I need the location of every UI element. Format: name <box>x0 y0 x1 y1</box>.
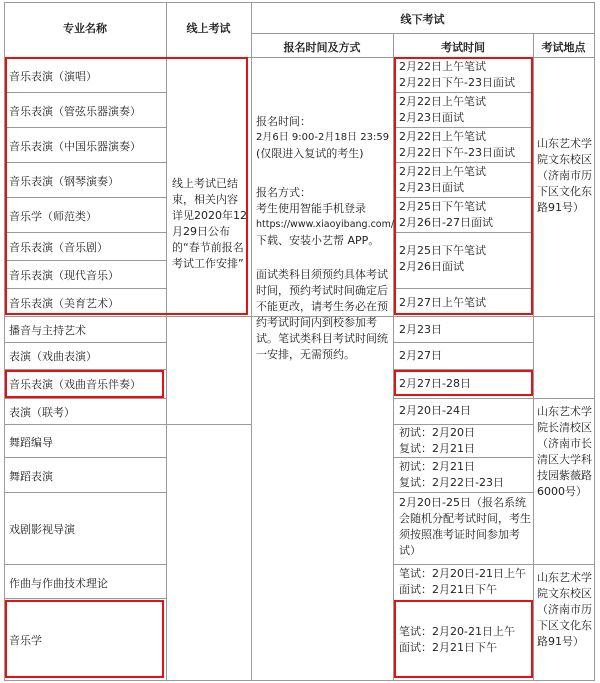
exam-time: 笔试：2月20-21日上午 <box>399 625 515 638</box>
exam-time: 2月25日下午笔试 <box>399 200 486 213</box>
exam-time: 2月26日-27日面试 <box>399 216 493 229</box>
exam-time: 2月25日下午笔试 <box>399 244 486 257</box>
major-name: 音乐表演（管弦乐器演奏） <box>9 105 141 118</box>
exam-time: 初试：2月20日 <box>399 426 475 439</box>
exam-time: 复试：2月22日-23日 <box>399 476 504 489</box>
header-exam-place: 考试地点 <box>541 41 586 54</box>
exam-time: 2月22日下午-23日面试 <box>399 76 515 89</box>
major-name: 音乐表演（现代音乐） <box>9 269 119 282</box>
exam-time: 2月20日-25日（报名系统会随机分配考试时间，考生须按照准考证时间参加考试） <box>399 496 531 557</box>
exam-time: 2月22日上午笔试 <box>399 60 486 73</box>
header-online: 线上考试 <box>186 22 231 35</box>
major-name: 音乐学（师范类） <box>9 210 97 223</box>
major-name: 音乐表演（钢琴演奏） <box>9 175 119 188</box>
exam-time: 复试：2月21日 <box>399 442 475 455</box>
exam-time: 2月22日上午笔试 <box>399 95 486 108</box>
reg-time-note: (仅限进入复试的考生) <box>256 147 364 160</box>
exam-time: 2月23日 <box>399 323 442 336</box>
major-name: 音乐表演（美育艺术） <box>9 297 119 310</box>
exam-time: 2月22日下午-23日面试 <box>399 146 515 159</box>
exam-time: 2月27日 <box>399 349 442 362</box>
exam-time: 2月22日上午笔试 <box>399 130 486 143</box>
major-name: 音乐学 <box>9 634 42 647</box>
reg-interview-note: 面试类科目须预约具体考试时间，预约考试时间确定后不能更改，请考生务必在预约考试时间内到校参加考试。笔试类科目考试时间统一安排，无需预约。 <box>256 268 388 361</box>
exam-time: 2月23日面试 <box>399 111 464 124</box>
major-name: 作曲与作曲技术理论 <box>9 577 108 590</box>
exam-place: 山东艺术学院长清校区（济南市长清区大学科技园紫薇路6000号） <box>537 405 592 498</box>
reg-method-line1: 考生使用智能手机登录 <box>256 202 366 215</box>
header-registration: 报名时间及方式 <box>283 41 361 54</box>
major-name: 表演（戏曲表演） <box>9 350 97 363</box>
header-major: 专业名称 <box>63 22 107 35</box>
reg-method-url[interactable]: https://www.xiaoyibang.com/ <box>256 219 395 230</box>
major-name: 播音与主持艺术 <box>9 324 86 337</box>
exam-place: 山东艺术学院文东校区（济南市历下区文化东路91号） <box>537 571 592 648</box>
exam-place: 山东艺术学院文东校区（济南市历下区文化东路91号） <box>537 137 592 214</box>
major-name: 舞蹈表演 <box>9 470 53 483</box>
exam-time: 面试：2月21日下午 <box>399 641 497 654</box>
exam-time: 笔试：2月20日-21日上午 <box>399 567 526 580</box>
major-name: 音乐表演（戏曲音乐伴奏） <box>9 378 141 391</box>
major-name: 戏剧影视导演 <box>9 523 75 536</box>
header-exam-time: 考试时间 <box>441 41 485 54</box>
major-name: 音乐表演（音乐剧） <box>9 241 108 254</box>
exam-time: 2月27日上午笔试 <box>399 296 486 309</box>
header-offline: 线下考试 <box>400 13 445 26</box>
major-name: 舞蹈编导 <box>9 436 53 449</box>
major-name: 音乐表演（中国乐器演奏） <box>9 140 141 153</box>
reg-method-line3: 下载、安装小艺帮 APP。 <box>256 234 380 247</box>
exam-time: 2月20日-24日 <box>399 404 471 417</box>
reg-method-label: 报名方式： <box>256 186 311 199</box>
reg-time-value: 2月6日 9:00-2月18日 23:59 <box>256 132 390 143</box>
online-exam-note: 线上考试已结束，相关内容详见2020年12月29日公布的“春节前报名考试工作安排” <box>172 177 247 270</box>
exam-time: 2月26日面试 <box>399 260 464 273</box>
exam-time: 2月22日上午笔试 <box>399 165 486 178</box>
exam-time: 2月23日面试 <box>399 181 464 194</box>
exam-time: 初试：2月21日 <box>399 460 475 473</box>
major-name: 音乐表演（演唱） <box>9 70 97 83</box>
exam-time: 面试：2月21日下午 <box>399 583 497 596</box>
exam-time: 2月27日-28日 <box>399 377 471 390</box>
reg-time-label: 报名时间： <box>256 115 311 128</box>
major-name: 表演（联考） <box>9 406 75 419</box>
